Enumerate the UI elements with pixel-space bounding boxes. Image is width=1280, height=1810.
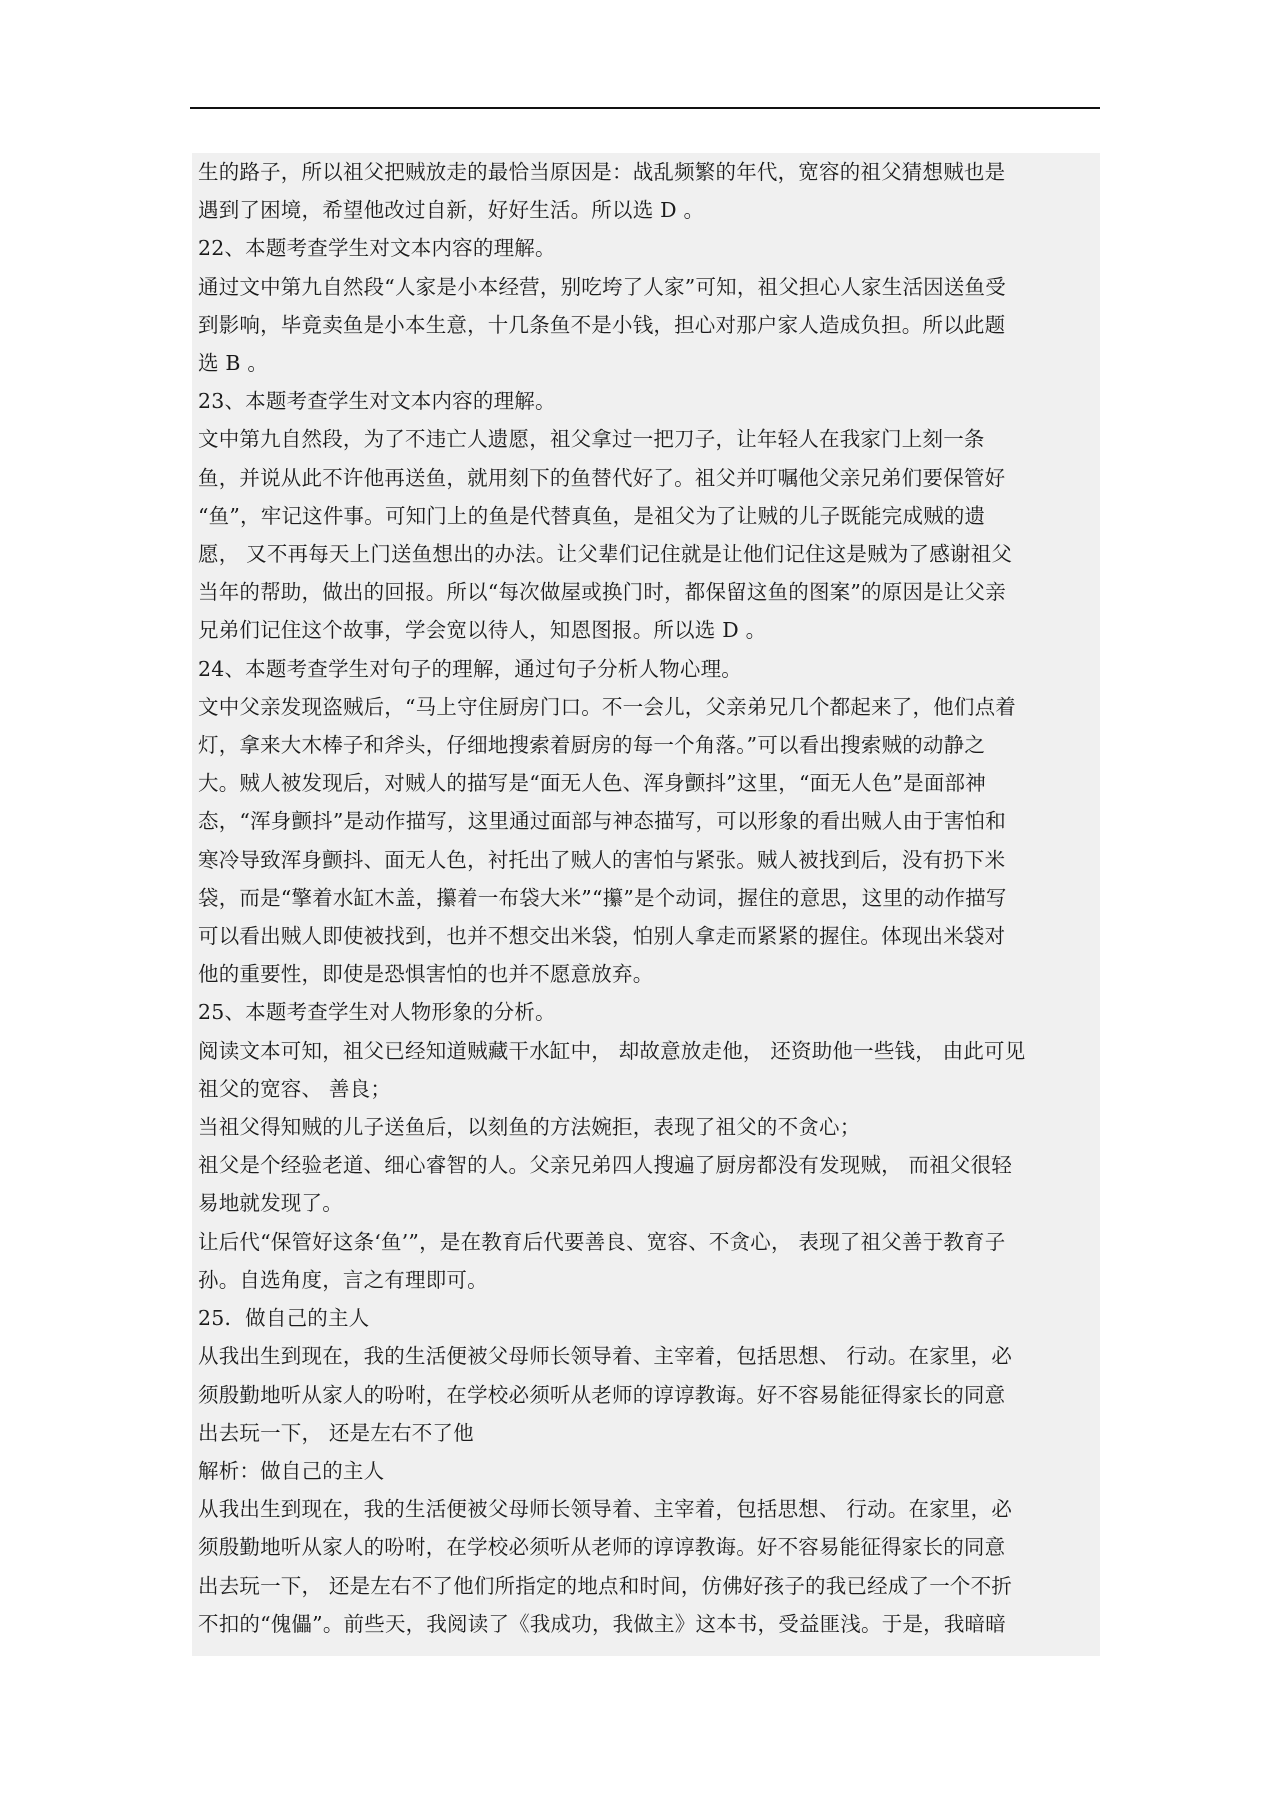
- text-line: 须殷勤地听从家人的吩咐，在学校必须听从老师的谆谆教诲。好不容易能征得家长的同意: [198, 1535, 1006, 1560]
- text-line: 易地就发现了。: [198, 1191, 343, 1216]
- text-line: 当年的帮助，做出的回报。所以“每次做屋或换门时，都保留这鱼的图案”的原因是让父亲: [198, 580, 1006, 605]
- text-line: “鱼”，牢记这件事。可知门上的鱼是代替真鱼，是祖父为了让贼的儿子既能完成贼的遗: [198, 503, 986, 528]
- text-line: 祖父的宽容、 善良；: [198, 1076, 392, 1101]
- text-line: 兄弟们记住这个故事，学会宽以待人，知恩图报。所以选 D 。: [198, 618, 767, 643]
- text-line: 让后代“保管好这条‘鱼’”，是在教育后代要善良、宽容、不贪心， 表现了祖父善于教育子: [198, 1229, 1006, 1254]
- text-line: 遇到了困境，希望他改过自新，好好生活。所以选 D 。: [198, 198, 705, 223]
- text-line: 须殷勤地听从家人的吩咐，在学校必须听从老师的谆谆教诲。好不容易能征得家长的同意: [198, 1382, 1006, 1407]
- text-line: 23、本题考查学生对文本内容的理解。: [198, 389, 556, 414]
- header-rule: [190, 107, 1100, 109]
- text-line: 到影响，毕竟卖鱼是小本生意，十几条鱼不是小钱，担心对那户家人造成负担。所以此题: [198, 312, 1006, 337]
- text-line: 他的重要性，即使是恐惧害怕的也并不愿意放弃。: [198, 962, 654, 987]
- text-line: 24、本题考查学生对句子的理解，通过句子分析人物心理。: [198, 656, 742, 681]
- text-line: 文中第九自然段，为了不违亡人遗愿，祖父拿过一把刀子，让年轻人在我家门上刻一条: [198, 427, 985, 452]
- text-line: 出去玩一下， 还是左右不了他: [198, 1420, 474, 1445]
- text-line: 孙。自选角度，言之有理即可。: [198, 1267, 488, 1292]
- text-line: 鱼，并说从此不许他再送鱼，就用刻下的鱼替代好了。祖父并叮嘱他父亲兄弟们要保管好: [198, 465, 1006, 490]
- text-line: 不扣的“傀儡”。前些天，我阅读了《我成功，我做主》这本书，受益匪浅。于是，我暗暗: [198, 1611, 1006, 1636]
- text-line: 从我出生到现在，我的生活便被父母师长领导着、主宰着，包括思想、 行动。在家里，必: [198, 1344, 1013, 1369]
- text-line: 当祖父得知贼的儿子送鱼后，以刻鱼的方法婉拒，表现了祖父的不贪心；: [198, 1115, 861, 1140]
- text-line: 态，“浑身颤抖”是动作描写，这里通过面部与神态描写，可以形象的看出贼人由于害怕和: [198, 809, 1006, 834]
- text-line: 寒冷导致浑身颤抖、面无人色，衬托出了贼人的害怕与紧张。贼人被找到后，没有扔下米: [198, 847, 1006, 872]
- text-line: 生的路子，所以祖父把贼放走的最恰当原因是：战乱频繁的年代，宽容的祖父猜想贼也是: [198, 160, 1006, 184]
- text-line: 22、本题考查学生对文本内容的理解。: [198, 236, 556, 261]
- text-line: 阅读文本可知，祖父已经知道贼藏干水缸中， 却故意放走他， 还资助他一些钱， 由此可见: [198, 1038, 1026, 1063]
- text-line: 文中父亲发现盗贼后，“马上守住厨房门口。不一会儿，父亲弟兄几个都起来了，他们点着: [198, 694, 1016, 719]
- text-line: 袋，而是“擎着水缸木盖，攥着一布袋大米”“攥”是个动词，握住的意思，这里的动作描写: [198, 885, 1007, 910]
- text-line: 解析：做自己的主人: [198, 1458, 385, 1483]
- answer-text-block: [198, 153, 1093, 1643]
- text-line: 出去玩一下， 还是左右不了他们所指定的地点和时间，仿佛好孩子的我已经成了一个不折: [198, 1573, 1013, 1598]
- text-line: 愿， 又不再每天上门送鱼想出的办法。让父辈们记住就是让他们记住这是贼为了感谢祖父: [198, 542, 1013, 567]
- text-line: 灯，拿来大木棒子和斧头，仔细地搜索着厨房的每一个角落。”可以看出搜索贼的动静之: [198, 733, 986, 758]
- text-line: 从我出生到现在，我的生活便被父母师长领导着、主宰着，包括思想、 行动。在家里，必: [198, 1497, 1013, 1522]
- text-line: 祖父是个经验老道、细心睿智的人。父亲兄弟四人搜遍了厨房都没有发现贼， 而祖父很轻: [198, 1153, 1013, 1178]
- text-line: 25．做自己的主人: [198, 1306, 370, 1331]
- text-line: 大。贼人被发现后，对贼人的描写是“面无人色、浑身颤抖”这里，“面无人色”是面部神: [198, 771, 986, 796]
- text-line: 选 B 。: [198, 351, 269, 376]
- text-line: 通过文中第九自然段“人家是小本经营，别吃垮了人家”可知，祖父担心人家生活因送鱼受: [198, 274, 1006, 299]
- text-line: 25、本题考查学生对人物形象的分析。: [198, 1000, 556, 1025]
- text-line: 可以看出贼人即使被找到，也并不想交出米袋，怕别人拿走而紧紧的握住。体现出米袋对: [198, 924, 1006, 949]
